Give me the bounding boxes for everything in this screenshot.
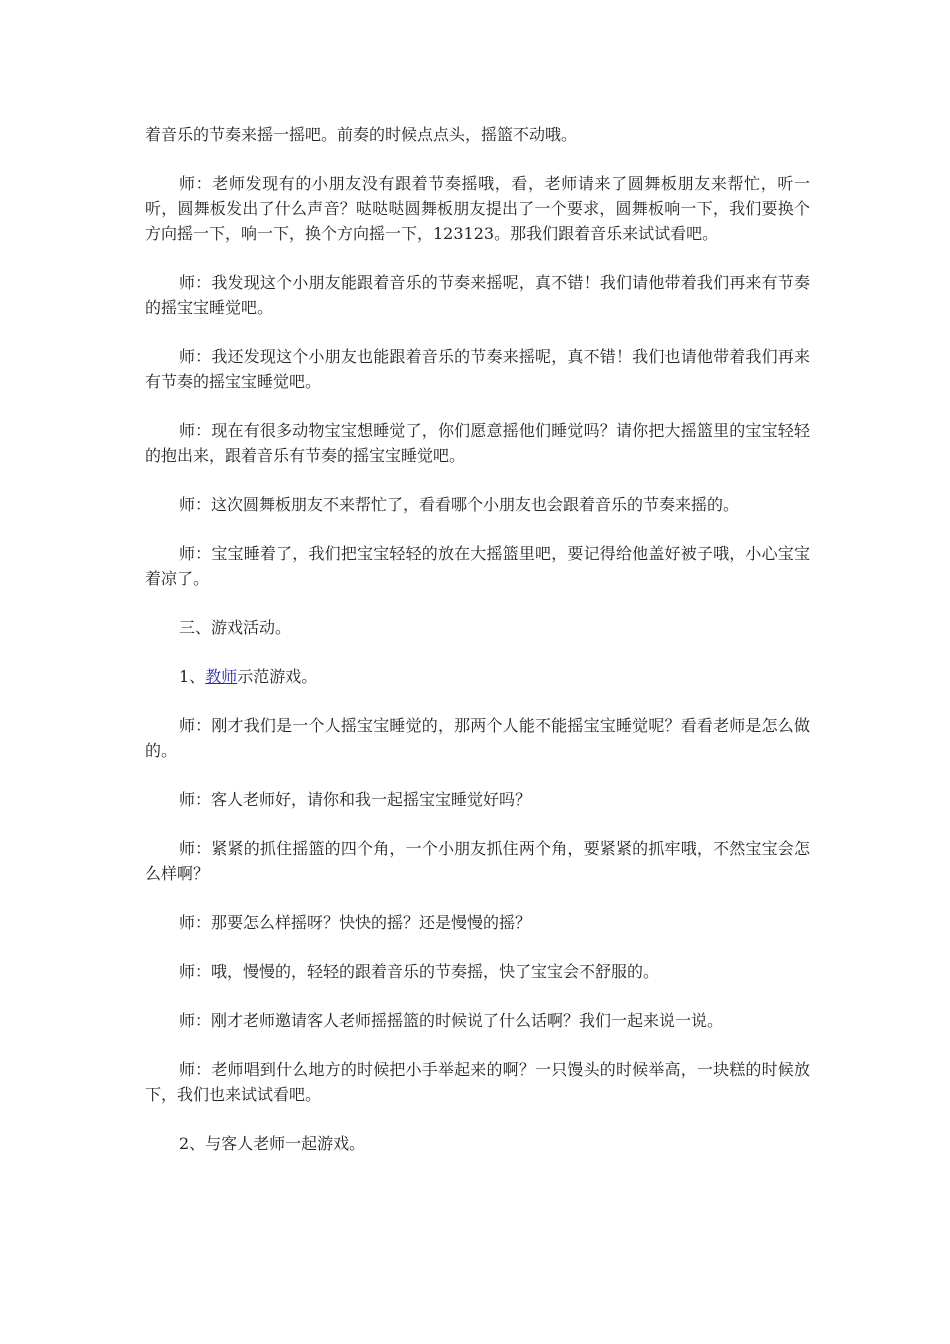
- paragraph: 师：客人老师好，请你和我一起摇宝宝睡觉好吗？: [179, 790, 532, 809]
- paragraph: 师：哦，慢慢的，轻轻的跟着音乐的节奏摇，快了宝宝会不舒服的。: [179, 962, 660, 981]
- paragraph: 师：这次圆舞板朋友不来帮忙了，看看哪个小朋友也会跟着音乐的节奏来摇的。: [179, 495, 740, 514]
- teacher-link[interactable]: 教师: [205, 667, 238, 686]
- numbered-item-1: [145, 664, 810, 689]
- paragraph: 师：那要怎么样摇呀？快快的摇？还是慢慢的摇？: [179, 913, 532, 932]
- item-number: 1、: [179, 667, 206, 686]
- document-page: [145, 122, 810, 1180]
- paragraph: 师：刚才老师邀请客人老师摇摇篮的时候说了什么话啊？我们一起来说一说。: [179, 1011, 724, 1030]
- paragraph: 着音乐的节奏来摇一摇吧。前奏的时候点点头，摇篮不动哦。: [145, 125, 578, 144]
- paragraph: 师：宝宝睡着了，我们把宝宝轻轻的放在大摇篮里吧，要记得给他盖好被子哦，小心宝宝着凉了。: [145, 544, 810, 588]
- paragraph: 师：老师唱到什么地方的时候把小手举起来的啊？一只馒头的时候举高，一块糕的时候放下，我们也来试试看吧。: [145, 1060, 810, 1104]
- numbered-item-2: 2、与客人老师一起游戏。: [179, 1134, 366, 1153]
- paragraph: 师：老师发现有的小朋友没有跟着节奏摇哦，看，老师请来了圆舞板朋友来帮忙，听一听，圆舞板发出了什么声音？哒哒哒圆舞板朋友提出了一个要求，圆舞板响一下，我们要换个方向摇一下，响一下，换个方向摇一下，123123。那我们跟着音乐来试试看吧。: [145, 174, 810, 243]
- paragraph: 师：刚才我们是一个人摇宝宝睡觉的，那两个人能不能摇宝宝睡觉呢？看看老师是怎么做的。: [145, 716, 810, 760]
- paragraph: 师：我发现这个小朋友能跟着音乐的节奏来摇呢，真不错！我们请他带着我们再来有节奏的摇宝宝睡觉吧。: [145, 273, 810, 317]
- paragraph: 师：紧紧的抓住摇篮的四个角，一个小朋友抓住两个角，要紧紧的抓牢哦，不然宝宝会怎么样啊？: [145, 839, 810, 883]
- paragraph: 师：现在有很多动物宝宝想睡觉了，你们愿意摇他们睡觉吗？请你把大摇篮里的宝宝轻轻的抱出来，跟着音乐有节奏的摇宝宝睡觉吧。: [145, 421, 810, 465]
- paragraph: 师：我还发现这个小朋友也能跟着音乐的节奏来摇呢，真不错！我们也请他带着我们再来有节奏的摇宝宝睡觉吧。: [145, 347, 810, 391]
- item-text: 示范游戏。: [237, 667, 318, 686]
- section-heading: 三、游戏活动。: [179, 618, 292, 637]
